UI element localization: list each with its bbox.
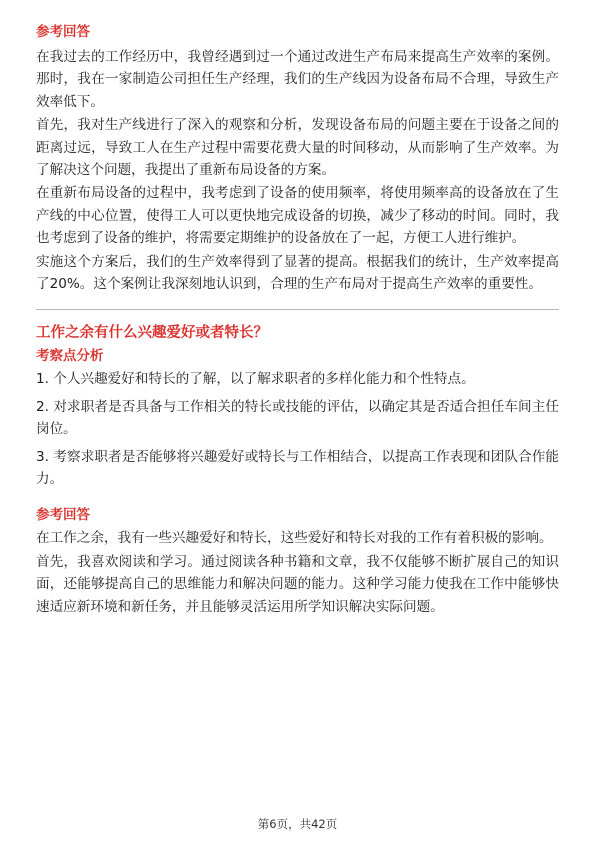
paragraph: 在我过去的工作经历中，我曾经遇到过一个通过改进生产布局来提高生产效率的案例。那时，我在一家制造公司担任生产经理，我们的生产线因为设备布局不合理，导致生产效率低下。: [36, 49, 559, 110]
analysis-item: 2. 对求职者是否具备与工作相关的特长或技能的评估，以确定其是否适合担任车间主任岗位。: [36, 398, 559, 438]
answer-section-1: [36, 22, 559, 295]
analysis-item: 3. 考察求职者是否能够将兴趣爱好或特长与工作相结合，以提高工作表现和团队合作能力。: [36, 448, 559, 488]
reference-answer-heading: 参考回答: [36, 506, 90, 523]
paragraph: 首先，我喜欢阅读和学习。通过阅读各种书籍和文章，我不仅能够不断扩展自己的知识面，还能够提高自己的思维能力和解决问题的能力。这种学习能力使我在工作中能够快速适应新环境和新任务，并且能够灵活运用所学知识解决实际问题。: [36, 553, 559, 615]
paragraph: 在工作之余，我有一些兴趣爱好和特长，这些爱好和特长对我的工作有着积极的影响。: [36, 529, 553, 546]
page-number: 第6页，共42页: [257, 817, 338, 831]
section-divider: [36, 309, 559, 310]
analysis-item: 1. 个人兴趣爱好和特长的了解，以了解求职者的多样化能力和个性特点。: [36, 371, 475, 388]
paragraph: 首先，我对生产线进行了深入的观察和分析，发现设备布局的问题主要在于设备之间的距离过远，导致工人在生产过程中需要花费大量的时间移动，从而影响了生产效率。为了解决这个问题，我提出了重新布局设备的方案。: [36, 117, 559, 179]
reference-answer-heading: 参考回答: [36, 24, 90, 40]
paragraph: 实施这个方案后，我们的生产效率得到了显著的提高。根据我们的统计，生产效率提高了20%。这个案例让我深刻地认识到，合理的生产布局对于提高生产效率的重要性。: [36, 253, 559, 293]
analysis-heading: 考察点分析: [36, 348, 104, 365]
page-content: [36, 22, 559, 618]
paragraph: 在重新布局设备的过程中，我考虑到了设备的使用频率，将使用频率高的设备放在了生产线的中心位置，使得工人可以更快地完成设备的切换，减少了移动的时间。同时，我也考虑到了设备的维护，将需要定期维护的设备放在了一起，方便工人进行维护。: [36, 185, 559, 247]
question-heading: 工作之余有什么兴趣爱好或者特长？: [36, 325, 268, 342]
